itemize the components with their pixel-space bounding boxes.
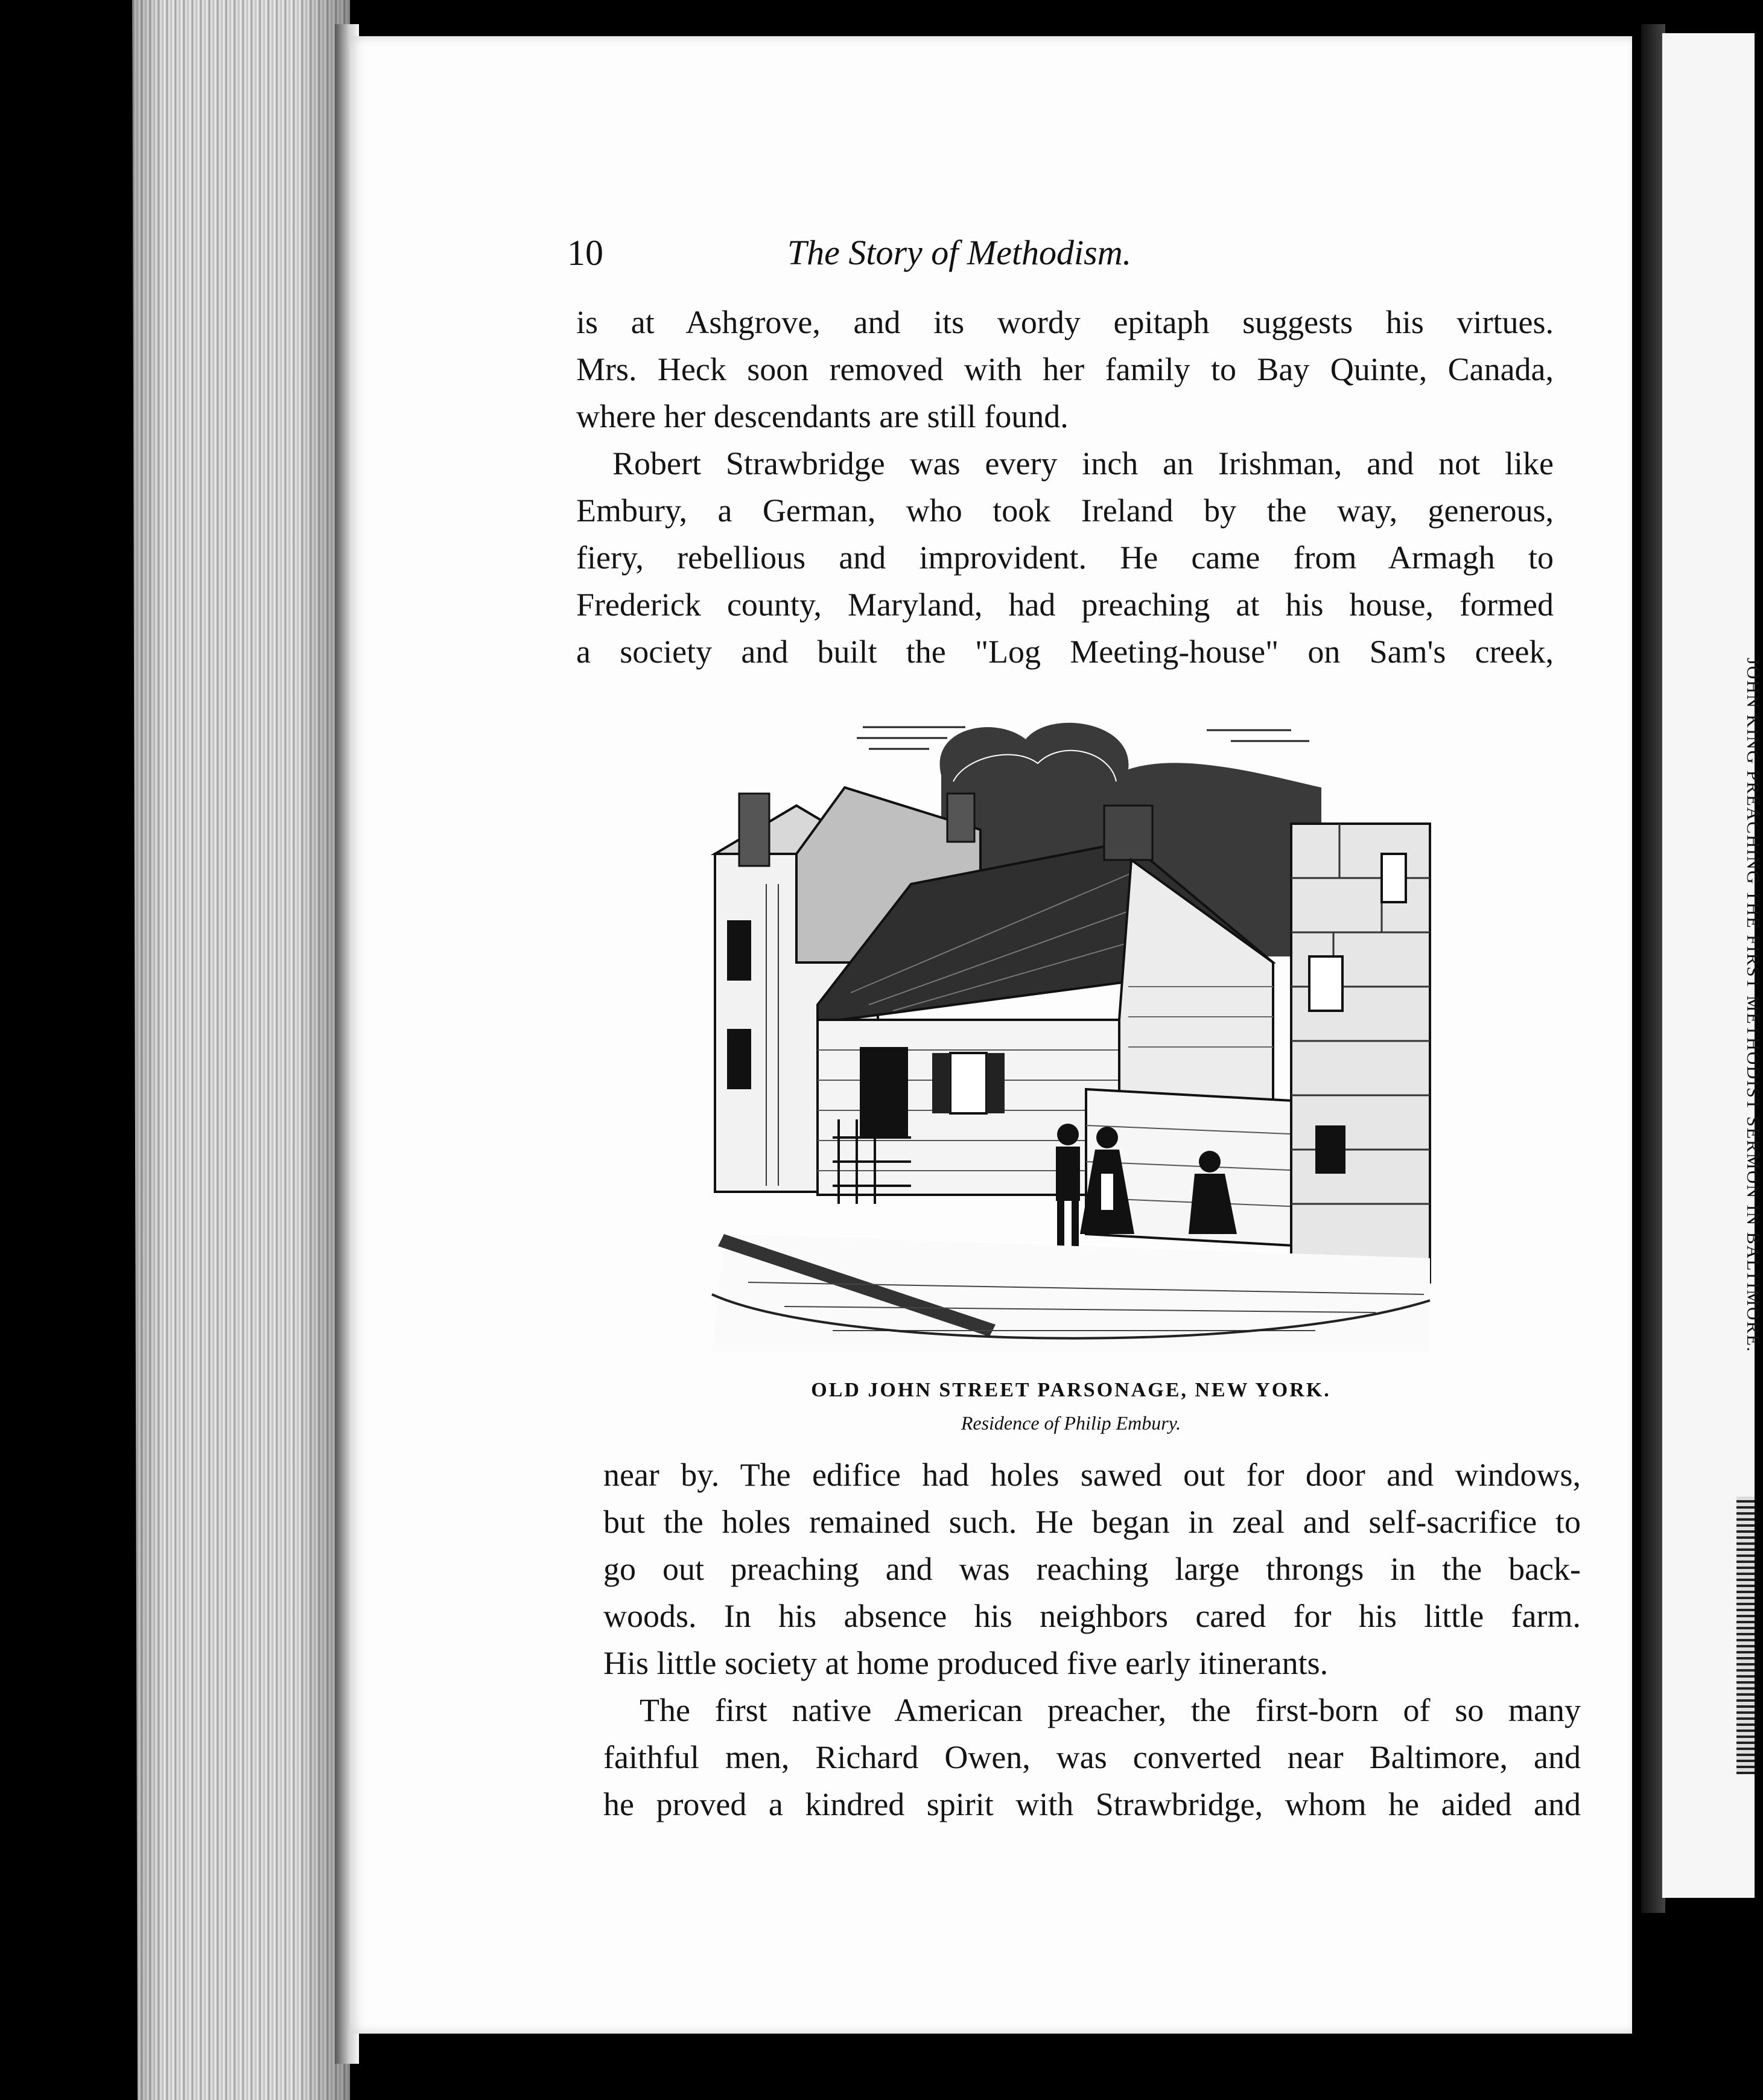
page-stack-shadow: [84, 0, 350, 2100]
text-line: go out preaching and was reaching large throngs in the back-: [603, 1551, 1581, 1587]
page-header: [567, 232, 1273, 281]
text-line: he proved a kindred spirit with Strawbridge, whom he aided and: [603, 1786, 1581, 1822]
illustration-subcaption: Residence of Philip Embury.: [961, 1412, 1181, 1434]
facing-page-caption: JOHN KING PREACHING THE FIRST METHODIST SERMON IN BALTIMORE.: [1743, 658, 1763, 1353]
text-line: where her descendants are still found.: [576, 398, 1069, 434]
text-line: but the holes remained such. He began in zeal and self-sacrifice to: [603, 1504, 1581, 1540]
text-line: woods. In his absence his neighbors cared for his little farm.: [603, 1598, 1581, 1634]
text-line: fiery, rebellious and improvident. He came from Armagh to: [576, 539, 1554, 576]
running-title: The Story of Methodism.: [787, 233, 1132, 272]
text-line: Robert Strawbridge was every inch an Irishman, and not like: [612, 445, 1554, 482]
text-line: The first native American preacher, the first-born of so many: [640, 1692, 1581, 1728]
text-line: His little society at home produced five early itinerants.: [603, 1645, 1329, 1681]
text-line: Embury, a German, who took Ireland by the way, generous,: [576, 492, 1554, 529]
facing-page-edge: [1641, 24, 1665, 1913]
text-line: near by. The edifice had holes sawed out for door and windows,: [603, 1457, 1581, 1493]
text-line: a society and built the "Log Meeting-house" on Sam's creek,: [576, 634, 1554, 670]
text-line: is at Ashgrove, and its wordy epitaph suggests his virtues.: [576, 304, 1554, 340]
facing-page-illustration-edge: [1736, 1497, 1755, 1774]
body-text-bottom: [603, 1451, 1581, 1828]
text-line: Frederick county, Maryland, had preaching at his house, formed: [576, 587, 1554, 623]
parsonage-engraving: [712, 703, 1430, 1352]
page-number: 10: [567, 233, 603, 273]
text-line: Mrs. Heck soon removed with her family to Bay Quinte, Canada,: [576, 351, 1554, 387]
text-line: faithful men, Richard Owen, was converted near Baltimore, and: [603, 1739, 1581, 1775]
illustration-caption: OLD JOHN STREET PARSONAGE, NEW YORK.: [811, 1379, 1331, 1401]
body-text-top: [576, 299, 1554, 675]
